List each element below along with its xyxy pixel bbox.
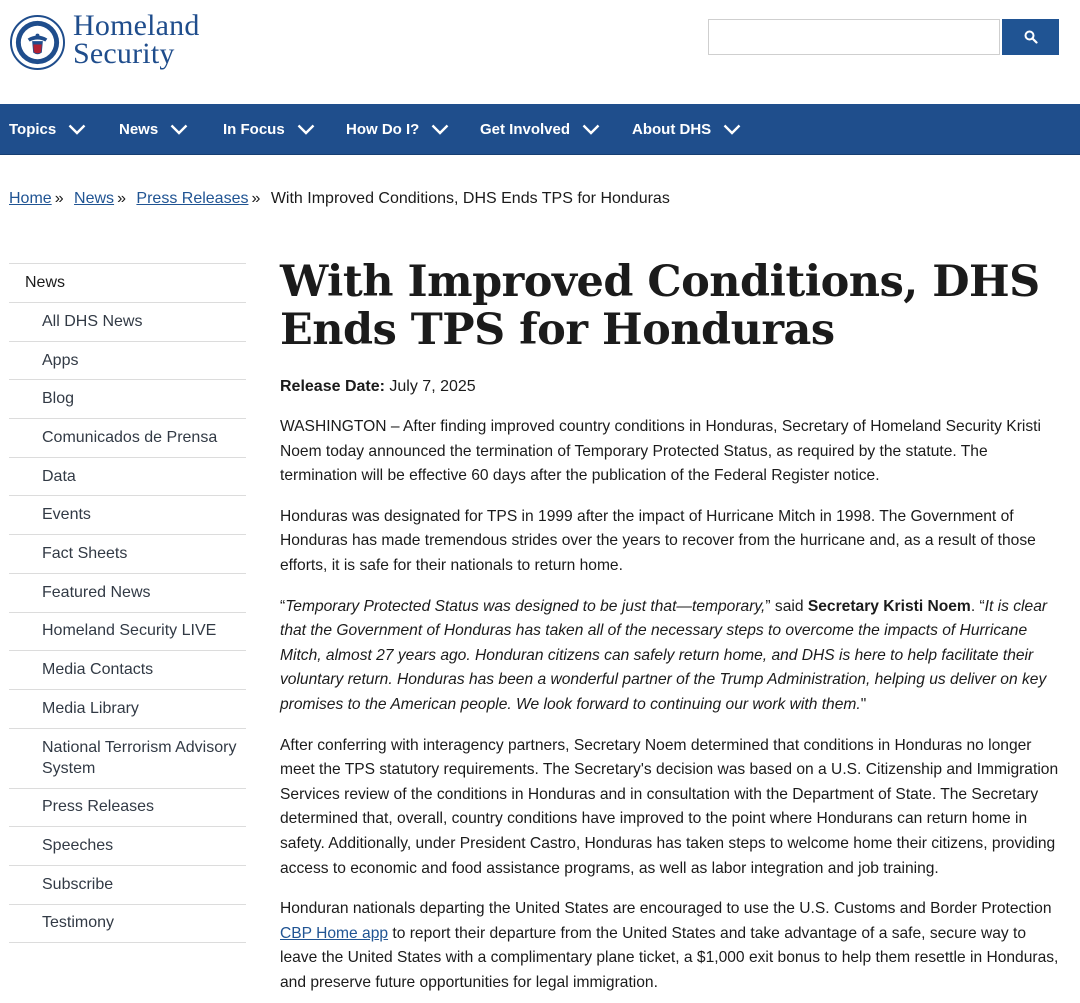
search-input[interactable] (708, 19, 1000, 55)
logo-line2: Security (73, 37, 175, 70)
chevron-down-icon (68, 124, 86, 135)
quote-text-2: It is clear that the Government of Honduras has taken all of the necessary steps to overcome the impacts of Hurricane Mitch, almost 27 years ago. Honduran citizens can safely return home, and DHS is here to help facilitate their voluntary return. Honduras has been a wonderful partner of the Trump Administration, helping us deliver on key promises to the American people. We look forward to continuing our work with them. (280, 597, 1048, 713)
breadcrumb-separator: » (251, 190, 261, 207)
sidebar-item-testimony[interactable]: Testimony (9, 905, 246, 944)
chevron-down-icon (170, 124, 188, 135)
quote-mark: “ (280, 597, 286, 615)
breadcrumb-current: With Improved Conditions, DHS Ends TPS for Honduras (270, 190, 670, 207)
nav-label: How Do I? (346, 121, 420, 138)
chevron-down-icon (582, 124, 600, 135)
article-paragraph-5 (280, 897, 1060, 995)
paragraph-text: Honduran nationals departing the United States are encouraged to use the U.S. Customs and Border Protection (280, 900, 1052, 918)
chevron-down-icon (431, 124, 449, 135)
sidebar-item-speeches[interactable]: Speeches (9, 827, 246, 866)
nav-news[interactable] (119, 104, 188, 155)
sidebar-item-blog[interactable]: Blog (9, 380, 246, 419)
breadcrumb (9, 190, 670, 208)
article-paragraph-4: After conferring with interagency partners, Secretary Noem determined that conditions in Honduras no longer meet the TPS statutory requirements. The Secretary's decision was based on a U.S. Citizenship and Immigration Services review of the conditions in Honduras and in consultation with the Department of State. The Secretary determined that, overall, country conditions have improved to the point where Hondurans can return home in safety. Additionally, under President Castro, Honduras has taken steps to welcome home their citizens, providing access to economic and food assistance programs, as well as labor integration and job training. (280, 736, 1059, 877)
breadcrumb-news[interactable]: News (74, 190, 115, 207)
breadcrumb-home[interactable]: Home (9, 190, 52, 207)
dhs-seal-icon[interactable] (10, 15, 65, 70)
site-logo[interactable] (73, 9, 200, 70)
chevron-down-icon (723, 124, 741, 135)
search-button[interactable] (1002, 19, 1059, 55)
nav-about-dhs[interactable] (632, 104, 741, 155)
article-paragraph-1: WASHINGTON – After finding improved country conditions in Honduras, Secretary of Homeland Security Kristi Noem today announced the termination of Temporary Protected Status, as required by the statute. The termination will be effective 60 days after the publication of the Federal Register notice. (280, 418, 1041, 485)
sidebar-nav (9, 263, 246, 943)
main-nav (0, 104, 1080, 155)
sidebar-item-data[interactable]: Data (9, 458, 246, 497)
nav-label: Topics (9, 121, 57, 138)
site-header (0, 0, 1080, 104)
sidebar-item-fact-sheets[interactable]: Fact Sheets (9, 535, 246, 574)
search-icon (1024, 30, 1038, 44)
sidebar-item-media-contacts[interactable]: Media Contacts (9, 651, 246, 690)
nav-in-focus[interactable] (223, 104, 315, 155)
breadcrumb-separator: » (54, 190, 64, 207)
nav-label: News (119, 121, 159, 138)
quote-attribution: ” said (765, 597, 808, 615)
nav-label: In Focus (223, 121, 285, 138)
page-title: With Improved Conditions, DHS Ends TPS for Honduras (280, 257, 1040, 355)
sidebar-heading-news[interactable]: News (9, 263, 246, 303)
nav-get-involved[interactable] (480, 104, 600, 155)
sidebar-item-media-library[interactable]: Media Library (9, 690, 246, 729)
release-date (280, 375, 1060, 399)
chevron-down-icon (297, 124, 315, 135)
quote-mark: " (860, 695, 867, 713)
sidebar-item-homeland-security-live[interactable]: Homeland Security LIVE (9, 613, 246, 652)
cbp-home-app-link[interactable]: CBP Home app (280, 924, 389, 942)
article-paragraph-2: Honduras was designated for TPS in 1999 after the impact of Hurricane Mitch in 1998. The Government of Honduras has made tremendous strides over the years to recover from the hurricane and, as a result of those efforts, it is safe for their nationals to return home. (280, 507, 1036, 574)
quote-mark: . “ (970, 597, 985, 615)
quote-text-1: Temporary Protected Status was designed to be just that—temporary, (285, 597, 766, 615)
sidebar-item-events[interactable]: Events (9, 496, 246, 535)
nav-how-do-i[interactable] (346, 104, 449, 155)
logo-line1: Homeland (73, 9, 200, 42)
article (280, 258, 1060, 995)
sidebar-item-comunicados[interactable]: Comunicados de Prensa (9, 419, 246, 458)
release-date-label: Release Date: (280, 378, 385, 395)
release-date-value: July 7, 2025 (389, 378, 476, 395)
nav-topics[interactable] (9, 104, 86, 155)
speaker-name: Secretary Kristi Noem (807, 597, 971, 615)
breadcrumb-separator: » (117, 190, 126, 207)
sidebar-item-press-releases[interactable]: Press Releases (9, 789, 246, 828)
breadcrumb-press-releases[interactable]: Press Releases (136, 190, 249, 207)
paragraph-text: to report their departure from the United States and take advantage of a safe, secure way to leave the United States with a complimentary plane ticket, a $1,000 exit bonus to help them resettle in Honduras, and preserve future opportunities for legal immigration. (280, 924, 1059, 991)
nav-label: About DHS (632, 121, 712, 138)
sidebar-item-all-dhs-news[interactable]: All DHS News (9, 303, 246, 342)
article-paragraph-3 (280, 595, 1060, 718)
sidebar-item-apps[interactable]: Apps (9, 342, 246, 381)
nav-label: Get Involved (480, 121, 571, 138)
sidebar-item-subscribe[interactable]: Subscribe (9, 866, 246, 905)
sidebar-item-ntas[interactable]: National Terrorism Advisory System (9, 729, 246, 789)
sidebar-item-featured-news[interactable]: Featured News (9, 574, 246, 613)
